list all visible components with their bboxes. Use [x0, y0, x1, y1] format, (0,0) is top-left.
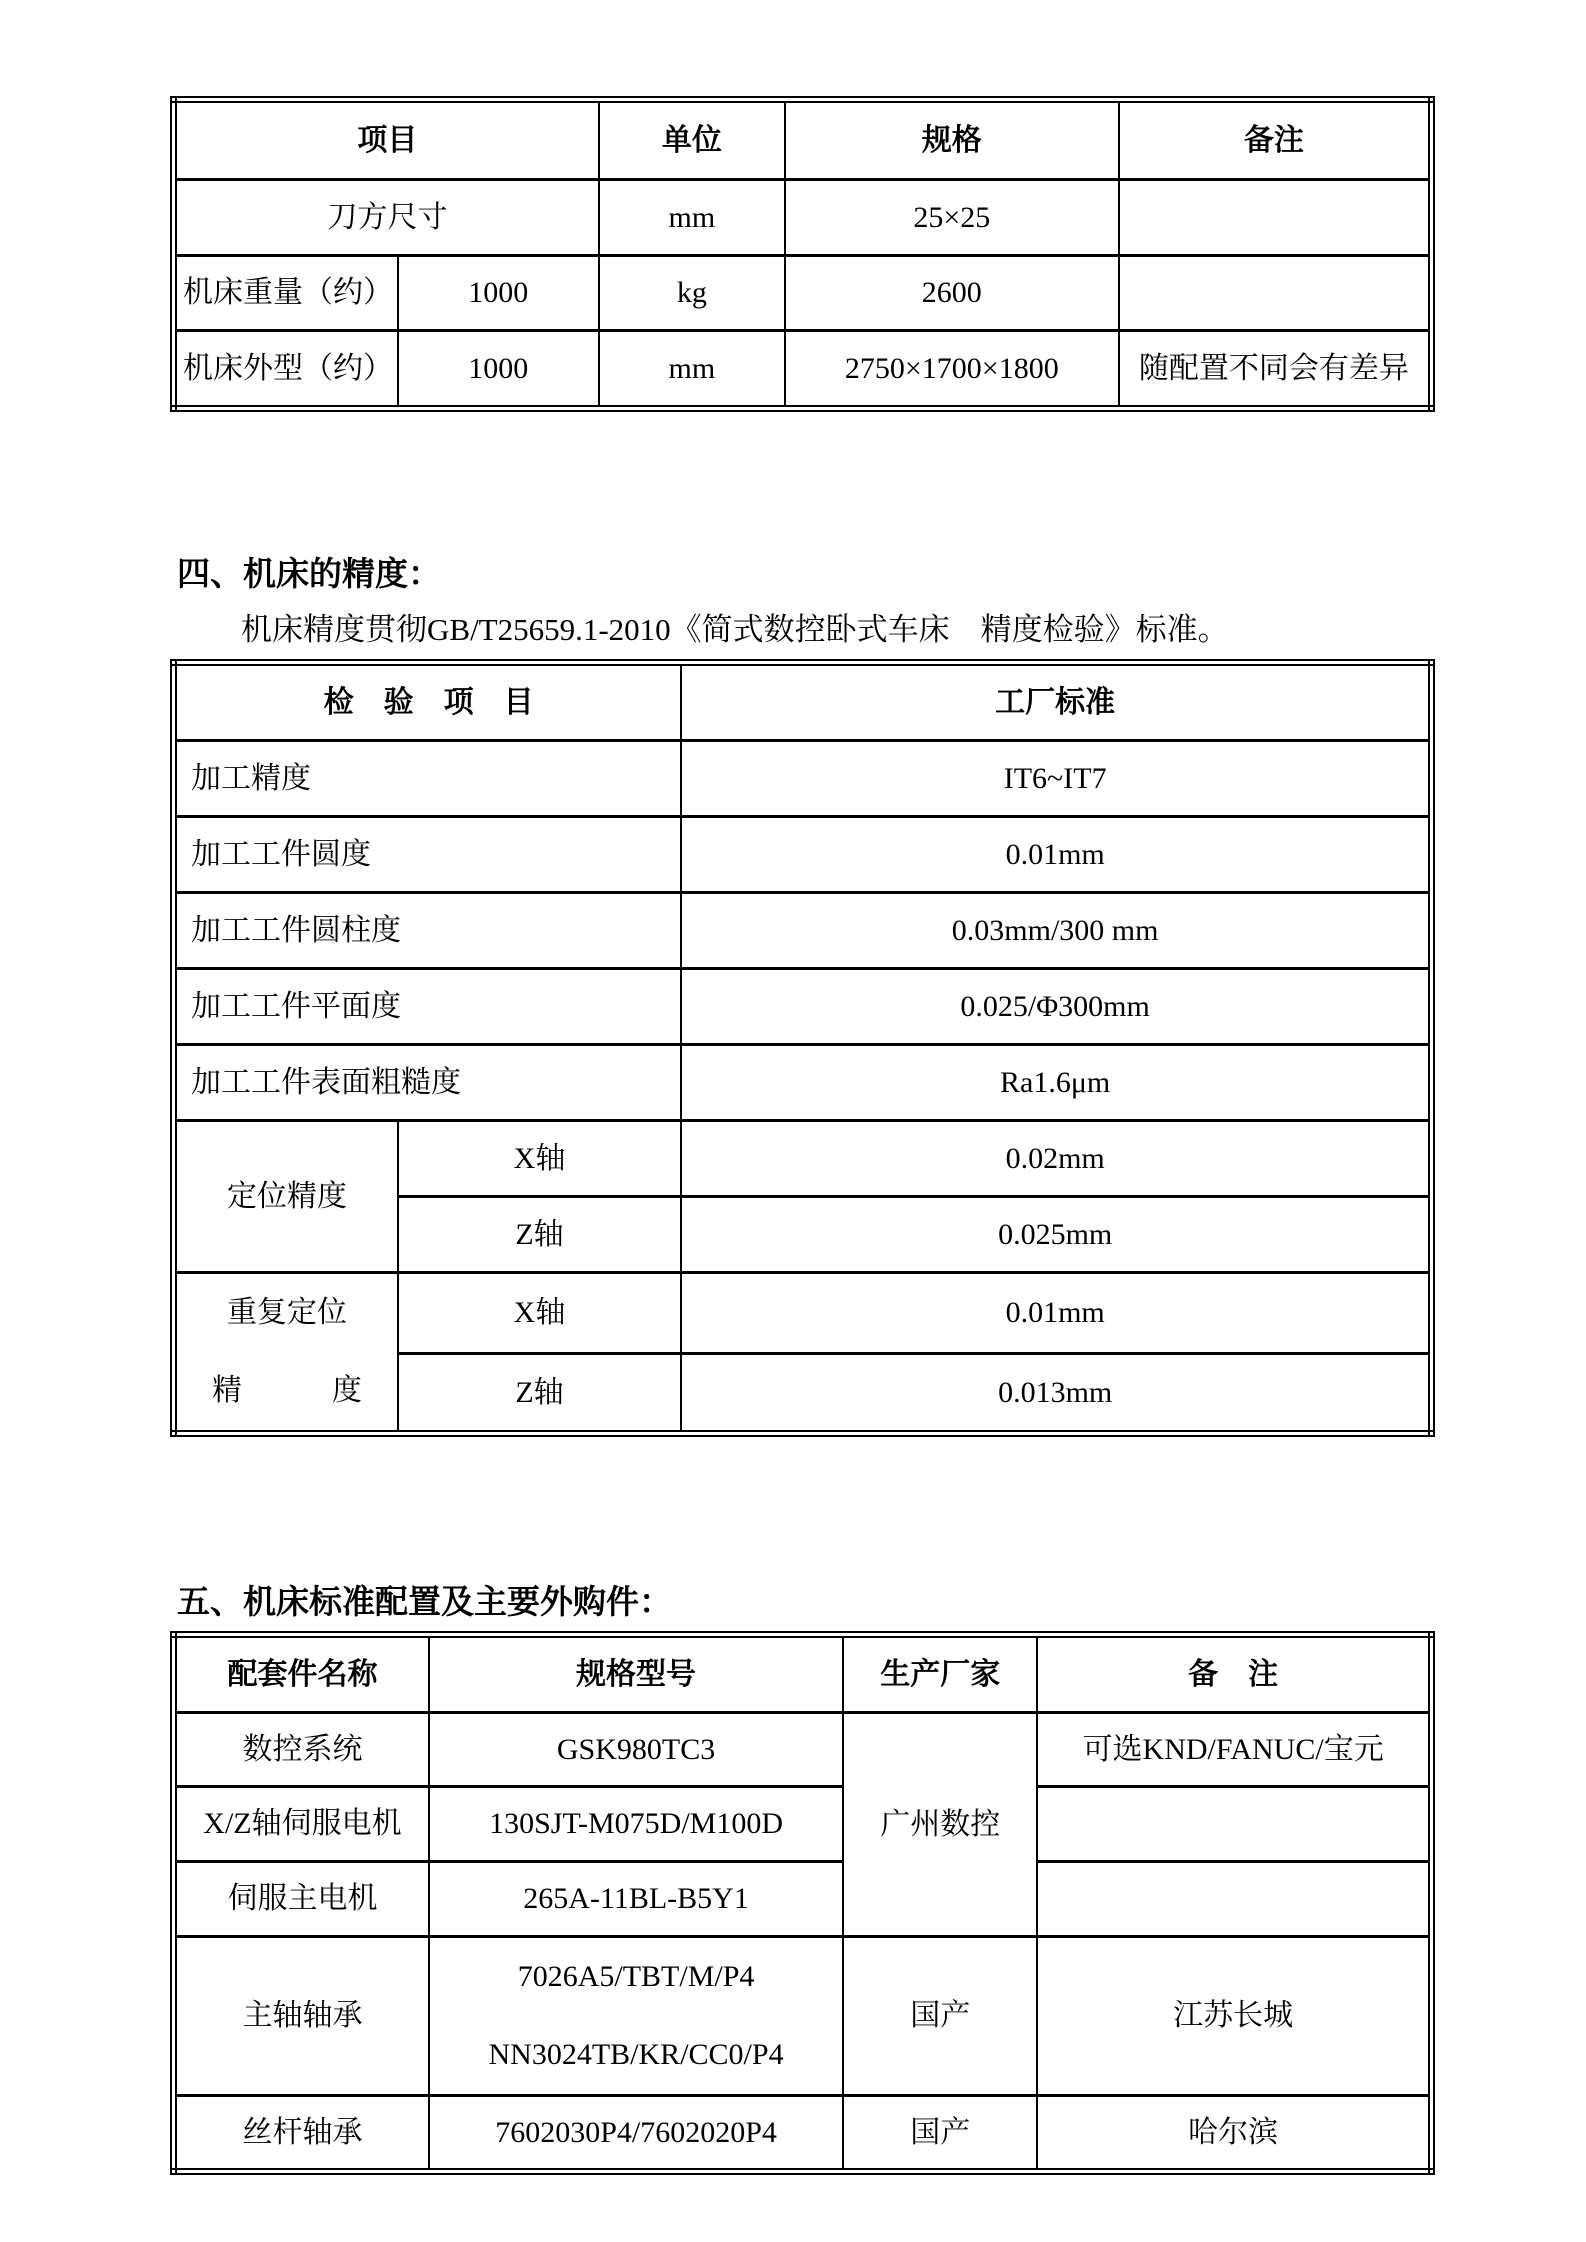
cell-note: 可选KND/FANUC/宝元 [1037, 1713, 1431, 1787]
table-header-row [174, 1635, 1432, 1713]
cell-note [1119, 180, 1432, 256]
cell-note: 江苏长城 [1037, 1937, 1431, 2096]
cell-note [1119, 256, 1432, 331]
table-row [174, 1273, 1432, 1354]
cell-check-item: 加工工件平面度 [174, 969, 682, 1045]
cell-standard: 0.02mm [681, 1121, 1431, 1197]
cell-note [1037, 1787, 1431, 1862]
cell-sub: 1000 [398, 256, 599, 331]
cell-manufacturer: 国产 [843, 2096, 1037, 2172]
section4-heading: 四、机床的精度： [177, 557, 441, 593]
cell-note [1037, 1862, 1431, 1937]
precision-table [170, 659, 1435, 1437]
cell-part-name: 数控系统 [174, 1713, 429, 1787]
col-header-check-item: 检 验 项 目 [174, 663, 682, 741]
table-row [174, 1121, 1432, 1197]
group-label-line2: 精 度 [211, 1374, 362, 1407]
cell-standard: 0.025/Φ300mm [681, 969, 1431, 1045]
cell-model: 7602030P4/7602020P4 [429, 2096, 843, 2172]
cell-check-item: 加工工件圆度 [174, 817, 682, 893]
col-header-manufacturer: 生产厂家 [843, 1635, 1037, 1713]
cell-axis: X轴 [398, 1273, 682, 1354]
cell-sub: 1000 [398, 331, 599, 409]
group-label-line1: 重复定位 [226, 1296, 347, 1329]
cell-axis: Z轴 [398, 1353, 682, 1434]
cell-model: GSK980TC3 [429, 1713, 843, 1787]
section5-heading: 五、机床标准配置及主要外购件： [177, 1585, 672, 1621]
cell-label: 刀方尺寸 [174, 180, 599, 256]
table-row [174, 256, 1432, 331]
table-row [174, 969, 1432, 1045]
table-row [174, 1937, 1432, 2096]
cell-standard: Ra1.6μm [681, 1045, 1431, 1121]
col-header-note: 备 注 [1037, 1635, 1431, 1713]
cell-label: 机床外型（约） [174, 331, 398, 409]
cell-standard: 0.01mm [681, 1273, 1431, 1354]
table-row [174, 331, 1432, 409]
cell-label: 机床重量（约） [174, 256, 398, 331]
table-row [174, 893, 1432, 969]
cell-note: 哈尔滨 [1037, 2096, 1431, 2172]
cell-manufacturer-merged: 广州数控 [843, 1713, 1037, 1937]
cell-manufacturer: 国产 [843, 1937, 1037, 2096]
table-row [174, 1787, 1432, 1862]
cell-part-name: 主轴轴承 [174, 1937, 429, 2096]
col-header-spec: 规格 [785, 100, 1119, 180]
table-row [174, 1713, 1432, 1787]
cell-check-item: 加工工件表面粗糙度 [174, 1045, 682, 1121]
table-row [174, 2096, 1432, 2172]
cell-standard: 0.025mm [681, 1197, 1431, 1273]
cell-standard: 0.01mm [681, 817, 1431, 893]
section4-paragraph: 机床精度贯彻GB/T25659.1-2010《简式数控卧式车床 精度检验》标准。 [241, 612, 1229, 647]
table-row [174, 817, 1432, 893]
cell-unit: mm [599, 180, 785, 256]
group-label-line1: 定位精度 [226, 1179, 347, 1213]
cell-spec: 2750×1700×1800 [785, 331, 1119, 409]
table-header-row [174, 663, 1432, 741]
cell-model: 130SJT-M075D/M100D [429, 1787, 843, 1862]
col-header-part-name: 配套件名称 [174, 1635, 429, 1713]
cell-part-name: 丝杆轴承 [174, 2096, 429, 2172]
cell-note: 随配置不同会有差异 [1119, 331, 1432, 409]
cell-check-item: 加工工件圆柱度 [174, 893, 682, 969]
cell-axis: Z轴 [398, 1197, 682, 1273]
table-row [174, 180, 1432, 256]
table-header-row [174, 100, 1432, 180]
cell-unit: mm [599, 331, 785, 409]
col-header-factory-standard: 工厂标准 [681, 663, 1431, 741]
cell-standard: IT6~IT7 [681, 741, 1431, 817]
table-row [174, 1045, 1432, 1121]
table-row [174, 741, 1432, 817]
dimensions-table [170, 96, 1435, 412]
cell-unit: kg [599, 256, 785, 331]
model-line2: NN3024TB/KR/CC0/P4 [488, 2038, 784, 2071]
cell-model: 265A-11BL-B5Y1 [429, 1862, 843, 1937]
configuration-table [170, 1631, 1435, 2175]
model-line1: 7026A5/TBT/M/P4 [517, 1960, 755, 1993]
cell-group-positioning-accuracy [174, 1121, 398, 1273]
col-header-model: 规格型号 [429, 1635, 843, 1713]
col-header-note: 备注 [1119, 100, 1432, 180]
cell-spec: 2600 [785, 256, 1119, 331]
table-row [174, 1862, 1432, 1937]
col-header-unit: 单位 [599, 100, 785, 180]
cell-standard: 0.013mm [681, 1353, 1431, 1434]
cell-model-two-lines [429, 1937, 843, 2096]
cell-check-item: 加工精度 [174, 741, 682, 817]
cell-standard: 0.03mm/300 mm [681, 893, 1431, 969]
cell-axis: X轴 [398, 1121, 682, 1197]
cell-group-repeat-accuracy [174, 1273, 398, 1434]
cell-part-name: 伺服主电机 [174, 1862, 429, 1937]
cell-part-name: X/Z轴伺服电机 [174, 1787, 429, 1862]
cell-spec: 25×25 [785, 180, 1119, 256]
col-header-item: 项目 [174, 100, 599, 180]
